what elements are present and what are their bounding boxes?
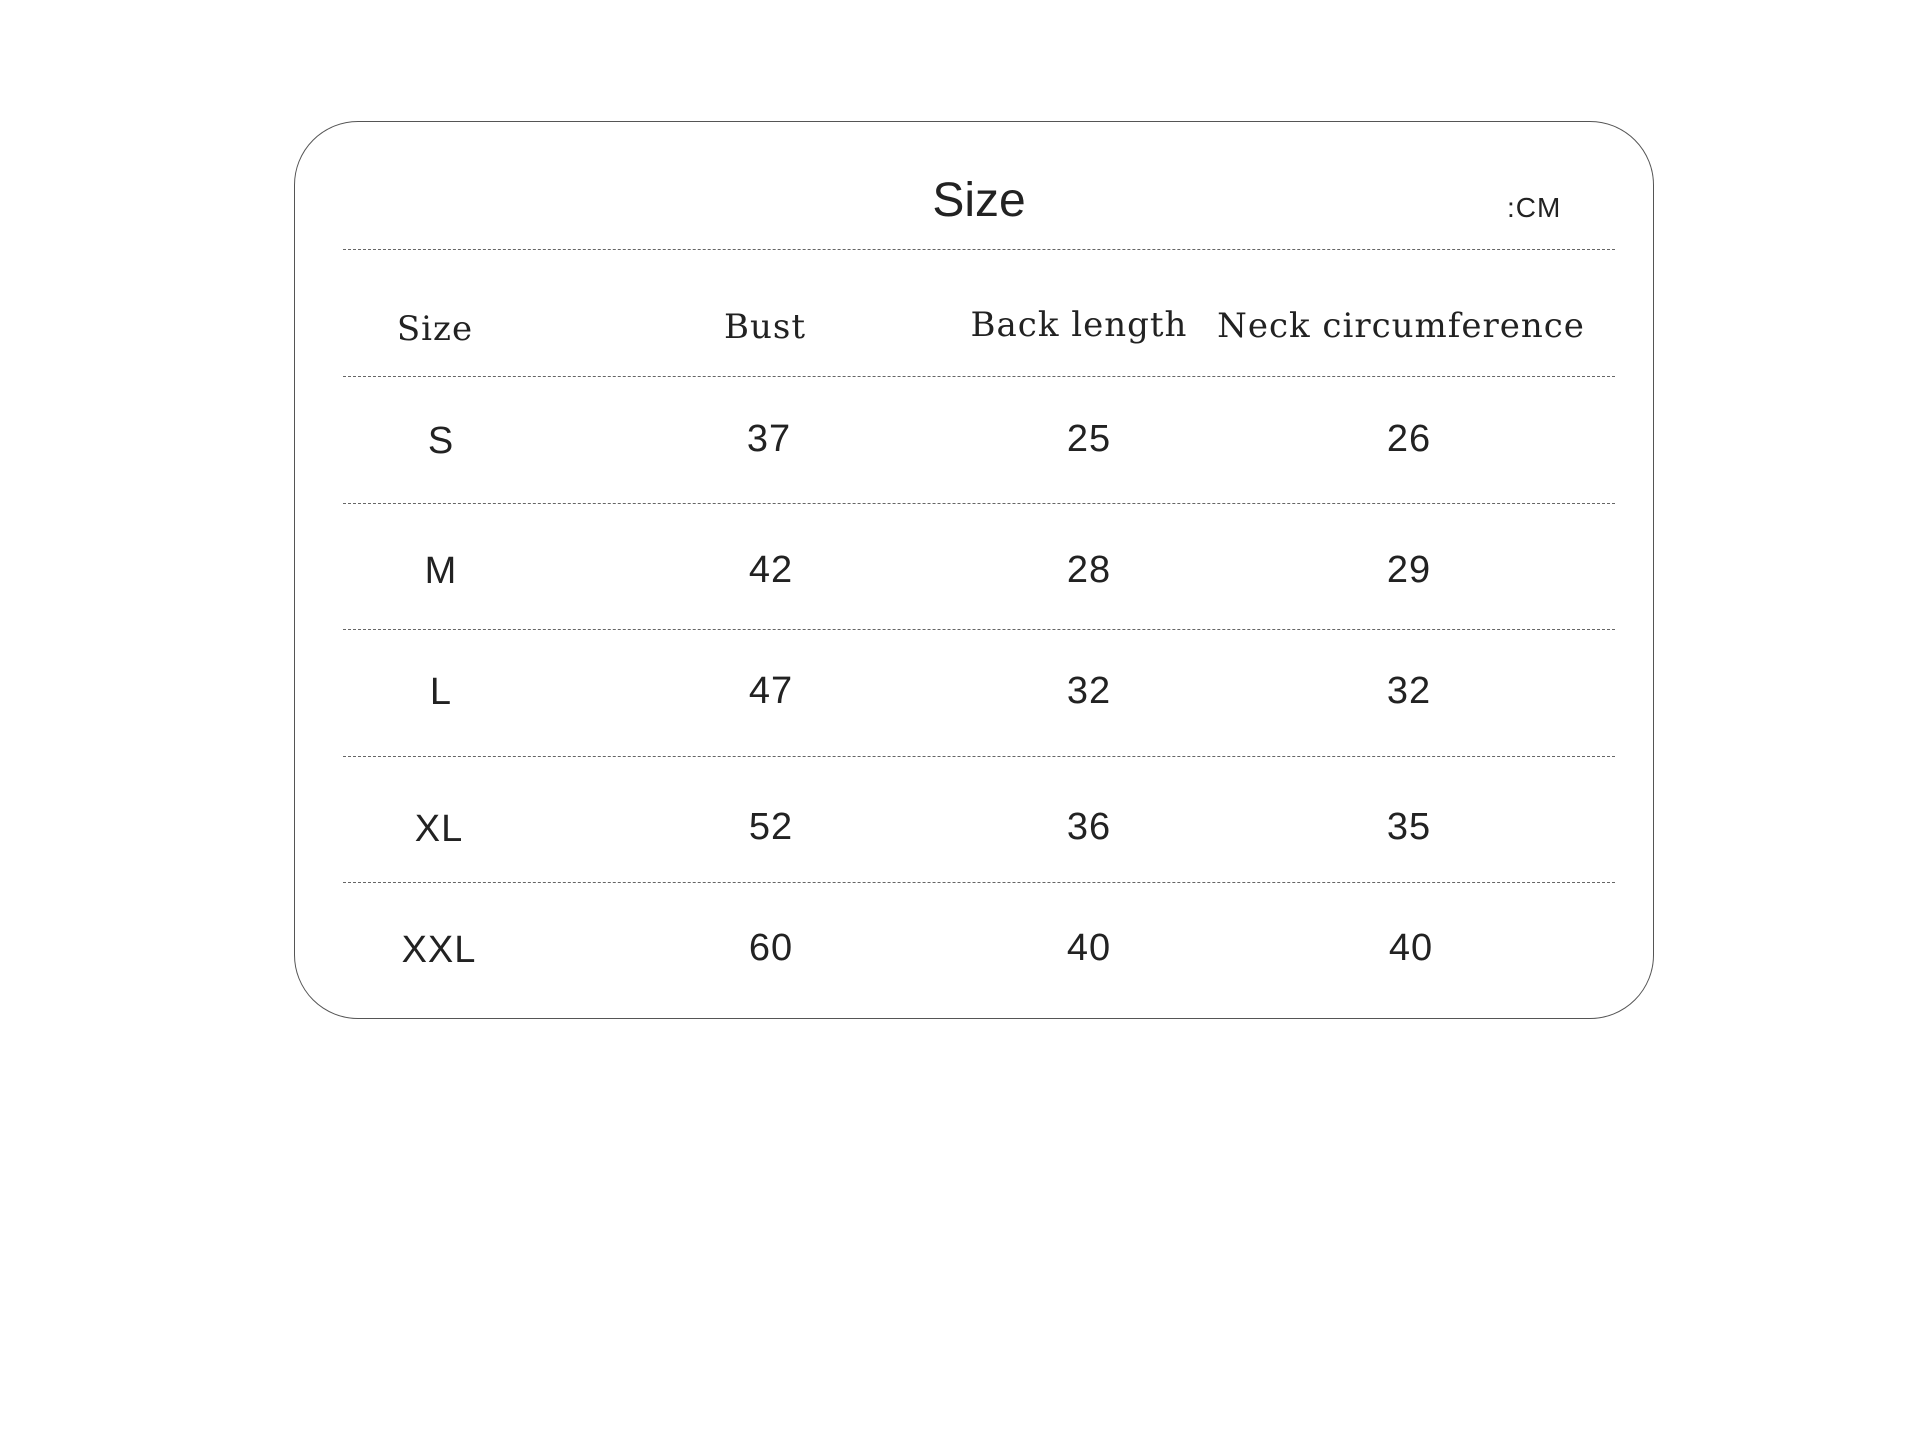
divider — [343, 249, 1615, 250]
chart-title: Size — [932, 174, 1026, 227]
unit-label: :CM — [1507, 192, 1562, 223]
table-cell-bust: 42 — [748, 549, 794, 591]
table-cell-neck-circumference: 40 — [1388, 927, 1434, 969]
size-chart-card — [294, 121, 1654, 1019]
table-cell-bust: 60 — [748, 927, 794, 969]
table-cell-size: M — [424, 550, 458, 592]
divider — [343, 756, 1615, 757]
table-cell-neck-circumference: 32 — [1386, 670, 1432, 712]
table-cell-neck-circumference: 29 — [1386, 549, 1432, 591]
column-header-bust: Bust — [724, 307, 806, 347]
table-cell-size: XL — [414, 808, 464, 850]
table-cell-size: L — [429, 671, 453, 713]
table-cell-size: S — [427, 420, 455, 462]
table-cell-back-length: 25 — [1066, 418, 1112, 460]
divider — [343, 882, 1615, 883]
table-cell-neck-circumference: 26 — [1386, 418, 1432, 460]
table-cell-back-length: 32 — [1066, 670, 1112, 712]
table-cell-back-length: 40 — [1066, 927, 1112, 969]
column-header-size: Size — [396, 309, 474, 349]
column-header-neck-circumference: Neck circumference — [1217, 306, 1585, 346]
table-cell-neck-circumference: 35 — [1386, 806, 1432, 848]
divider — [343, 503, 1615, 504]
divider — [343, 376, 1615, 377]
table-cell-back-length: 28 — [1066, 549, 1112, 591]
divider — [343, 629, 1615, 630]
column-header-back-length: Back length — [970, 305, 1188, 345]
table-cell-size: XXL — [401, 929, 477, 971]
table-cell-bust: 37 — [746, 418, 792, 460]
table-cell-bust: 47 — [748, 670, 794, 712]
table-cell-bust: 52 — [748, 806, 794, 848]
table-cell-back-length: 36 — [1066, 806, 1112, 848]
